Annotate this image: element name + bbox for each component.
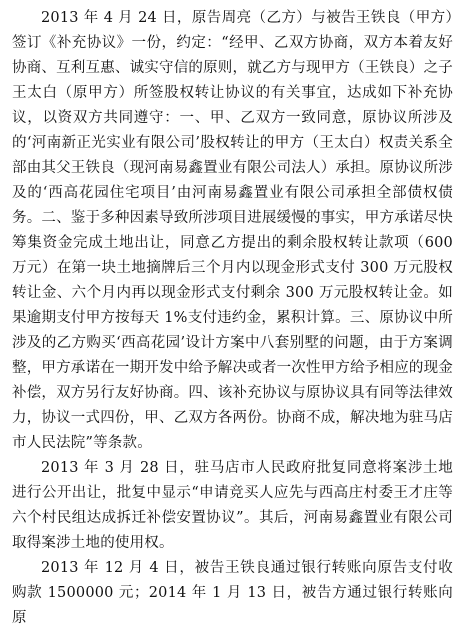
paragraph-supplementary-agreement: 2013 年 4 月 24 日，原告周亮（乙方）与被告王铁良（甲方）签订《补充协议》一份，约定：“经甲、乙双方协商，双方本着友好协商、互利互惠、诚实守信的原则，就乙方与现甲方（王铁良）之子王太白（原甲方）所签股权转让协议的有关事宜，达成如下补充协议，以资双方共同遵守：一、甲、乙双方一致同意，原协议所涉及的‘河南新正光实业有限公司’股权转让的甲方（王太白）权责关系全部由其父王铁良（现河南易鑫置业有限公司法人）承担。原协议所涉及的‘西高花园住宅项目’由河南易鑫置业有限公司承担全部债权债务。二、鉴于多种因素导致所涉项目进展缓慢的事实，甲方承诺尽快筹集资金完成土地出让，同意乙方提出的剩余股权转让款项（600 万元）在第一块土地摘牌后三个月内以现金形式支付 300 万元股权转让金、六个月内再以现金形式支付剩余 300 万元股权转让金。如果逾期支付甲方按每天 1%支付违约金，累积计算。三、原协议中所涉及的乙方购买‘西高花园’设计方案中八套别墅的问题，由于方案调整，甲方承诺在一期开发中给予解决或者一次性甲方给予相应的现金补偿，双方另行友好协商。四、该补充协议与原协议具有同等法律效力，协议一式四份，甲、乙双方各两份。协商不成，解决地为驻马店市人民法院”等条款。	[12, 10, 453, 451]
paragraph-land-approval: 2013 年 3 月 28 日，驻马店市人民政府批复同意将案涉土地进行公开出让，批复中显示“申请竞买人应先与西高庄村委王才庄等六个村民组达成拆迁补偿安置协议”。其后，河南易鑫置业有限公司取得案涉土地的使用权。	[12, 460, 453, 551]
paragraph-payment: 2013 年 12 月 4 日，被告王铁良通过银行转账向原告支付收购款 1500000 元；2014 年 1 月 13 日，被告方通过银行转账向原	[12, 560, 453, 626]
